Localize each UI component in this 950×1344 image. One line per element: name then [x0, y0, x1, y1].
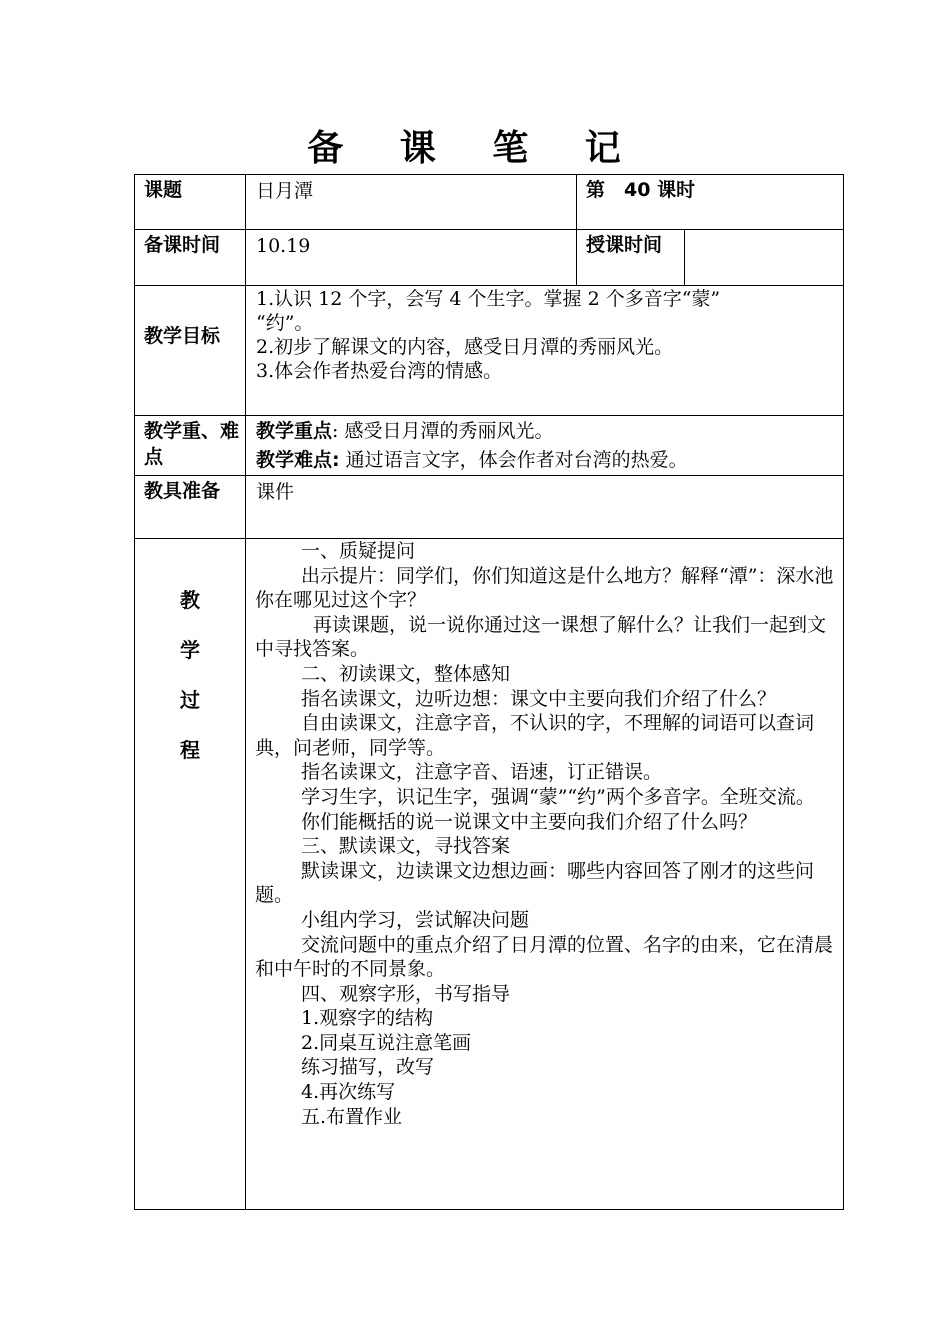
- keypoints-label: 教学重、难点: [135, 416, 246, 476]
- process-paragraph: 指名读课文，边听边想：课文中主要向我们介绍了什么？: [301, 687, 777, 710]
- process-paragraph: 五.布置作业: [301, 1105, 403, 1128]
- process-paragraph: 再读课题，说一说你通过这一课想了解什么？让我们一起到文中寻找答案。: [255, 613, 827, 661]
- difficult-point-text: 通过语言文字，体会作者对台湾的热爱。: [339, 449, 688, 471]
- process-paragraph: 二、初读课文，整体感知: [301, 662, 511, 685]
- process-row: [135, 539, 844, 1210]
- key-point: [256, 417, 843, 446]
- goal-line: “约”。: [256, 312, 314, 334]
- process-paragraph: 一、质疑提问: [301, 540, 416, 562]
- prep-time-label: 备课时间: [135, 230, 246, 286]
- process-content: [246, 539, 844, 1210]
- goals-label: 教学目标: [135, 286, 246, 416]
- process-paragraph: 交流问题中的重点介绍了日月潭的位置、名字的由来，它在清晨和中午时的不同景象。: [255, 933, 834, 981]
- process-paragraph: 你们能概括的说一说课文中主要向我们介绍了什么吗？: [301, 810, 758, 833]
- process-paragraph: 4.再次练写: [301, 1081, 396, 1104]
- process-paragraph: 自由读课文，注意字音，不认识的字，不理解的词语可以查词典，问老师，同学等。: [255, 712, 815, 759]
- key-point-text: : 感受日月潭的秀丽风光。: [332, 420, 554, 442]
- page-title: 备 课 笔 记: [307, 128, 643, 169]
- difficult-point: [256, 446, 843, 475]
- process-paragraph: 练习描写，改写: [301, 1056, 435, 1079]
- goals-content: [246, 286, 844, 416]
- process-label-char: 教: [180, 588, 200, 612]
- process-label-char: 过: [180, 688, 200, 712]
- tools-label: 教具准备: [135, 476, 246, 539]
- topic-row: [135, 175, 844, 230]
- goal-line: 3.体会作者热爱台湾的情感。: [256, 360, 503, 382]
- teach-time-value: [685, 230, 844, 286]
- key-point-label: 教学重点: [256, 420, 333, 442]
- difficult-point-label: 教学难点:: [256, 449, 340, 471]
- tools-value: 课件: [246, 476, 844, 539]
- process-paragraph: 三、默读课文，寻找答案: [301, 835, 511, 858]
- process-label: [135, 539, 246, 1210]
- keypoints-row: [135, 416, 844, 476]
- process-label-char: 程: [180, 738, 200, 762]
- keypoints-content: [246, 416, 844, 476]
- process-paragraph: 指名读课文，注意字音、语速，订正错误。: [301, 761, 663, 784]
- process-paragraph: 学习生字，识记生字，强调“蒙”“约”两个多音字。全班交流。: [301, 785, 815, 808]
- teach-time-label: 授课时间: [577, 230, 685, 286]
- tools-row: [135, 476, 844, 539]
- time-row: [135, 230, 844, 286]
- process-label-char: 学: [180, 638, 200, 662]
- topic-label: 课题: [135, 175, 246, 230]
- topic-value: 日月潭: [246, 175, 577, 230]
- process-paragraph: 1.观察字的结构: [301, 1007, 434, 1030]
- process-paragraph: 出示提片：同学们，你们知道这是什么地方？解释“潭”：深水池 你在哪见过这个字？: [255, 564, 834, 612]
- process-paragraph: 2.同桌互说注意笔画: [301, 1031, 472, 1054]
- goal-line: 1.认识 12 个字，会写 4 个生字。掌握 2 个多音字“蒙”: [256, 288, 721, 310]
- prep-time-value: 10.19: [246, 230, 577, 286]
- process-paragraph: 默读课文，边读课文边想边画：哪些内容回答了刚才的这些问题。: [255, 859, 815, 907]
- lesson-plan-table: [134, 174, 844, 1210]
- lesson-number: 第 40 课时: [577, 175, 844, 230]
- process-paragraph: 四、观察字形，书写指导: [301, 982, 511, 1005]
- goals-row: [135, 286, 844, 416]
- goal-line: 2.初步了解课文的内容，感受日月潭的秀丽风光。: [256, 336, 674, 358]
- process-paragraph: 小组内学习，尝试解决问题: [301, 908, 530, 931]
